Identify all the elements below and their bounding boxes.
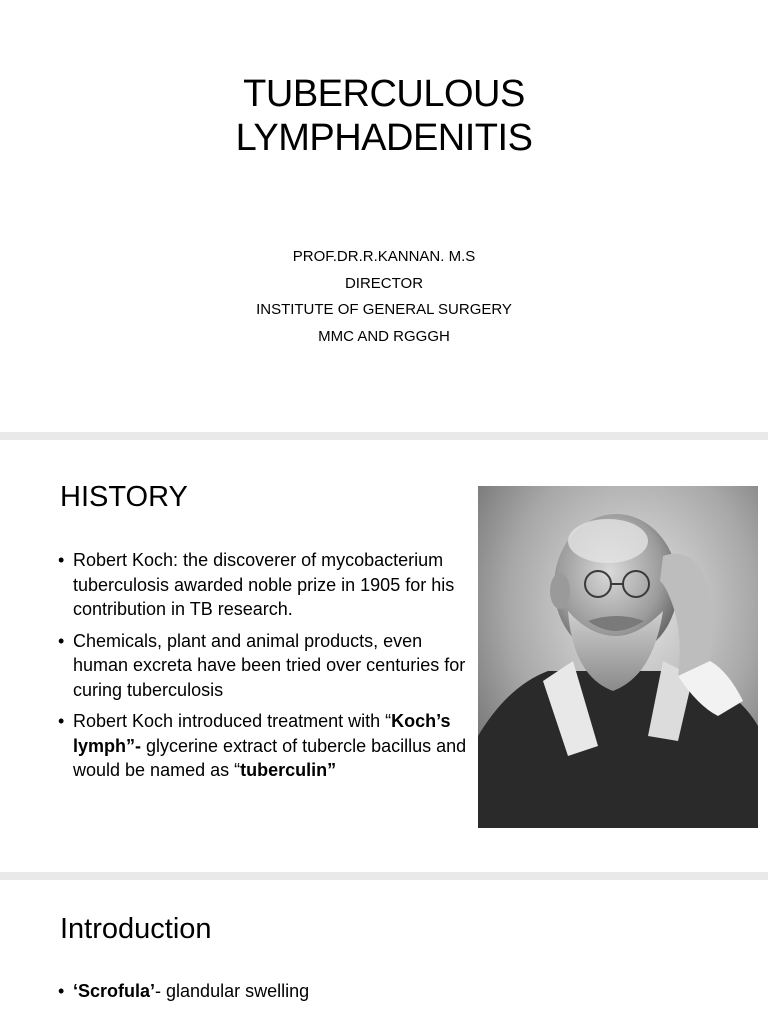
bullet-item [58, 548, 472, 622]
bullet-text-middle: glycerine extract of tubercle bacillus and would be named as “ [73, 735, 467, 780]
bullet-marker: • [58, 981, 65, 1001]
bullet-text: Robert Koch: the discoverer of mycobacterium tuberculosis awarded noble prize in 1905 for his contribution in TB research. [73, 550, 455, 619]
author-block [0, 244, 768, 350]
author-name: PROF.DR.R.KANNAN. M.S [292, 248, 476, 265]
bullet-text-start: Robert Koch introduced treatment with “ [73, 711, 392, 731]
bold-term-scrofula: ‘Scrofula’ [73, 981, 156, 1001]
history-slide [0, 440, 768, 872]
bold-term-tuberculin: tuberculin” [240, 760, 337, 780]
bold-term-kochs-lymph: Koch’s lymph”- [73, 711, 451, 756]
author-position: DIRECTOR [344, 274, 424, 292]
bullet-list [58, 548, 472, 790]
introduction-slide [0, 880, 768, 1024]
bullet-list [58, 979, 472, 1011]
bullet-item [58, 709, 472, 783]
bullet-text: - glandular swelling [155, 981, 310, 1001]
slide-heading: HISTORY [60, 481, 188, 513]
bullet-item [58, 629, 472, 703]
title-line: TUBERCULOUS [243, 73, 525, 115]
author-institute: INSTITUTE OF GENERAL SURGERY [256, 301, 512, 318]
title-line: LYMPHADENITIS [235, 117, 533, 159]
bullet-marker: • [58, 711, 65, 731]
slide-title [0, 72, 768, 160]
title-slide [0, 0, 768, 432]
author-hospital: MMC AND RGGGH [318, 327, 450, 345]
bullet-text: Chemicals, plant and animal products, even human excreta have been tried over centuries for curing tuberculosis [73, 630, 466, 700]
bullet-item [58, 979, 472, 1004]
slide-heading: Introduction [60, 913, 212, 945]
bullet-marker: • [58, 630, 65, 651]
bullet-marker: • [58, 550, 65, 570]
portrait-photo [478, 486, 758, 828]
